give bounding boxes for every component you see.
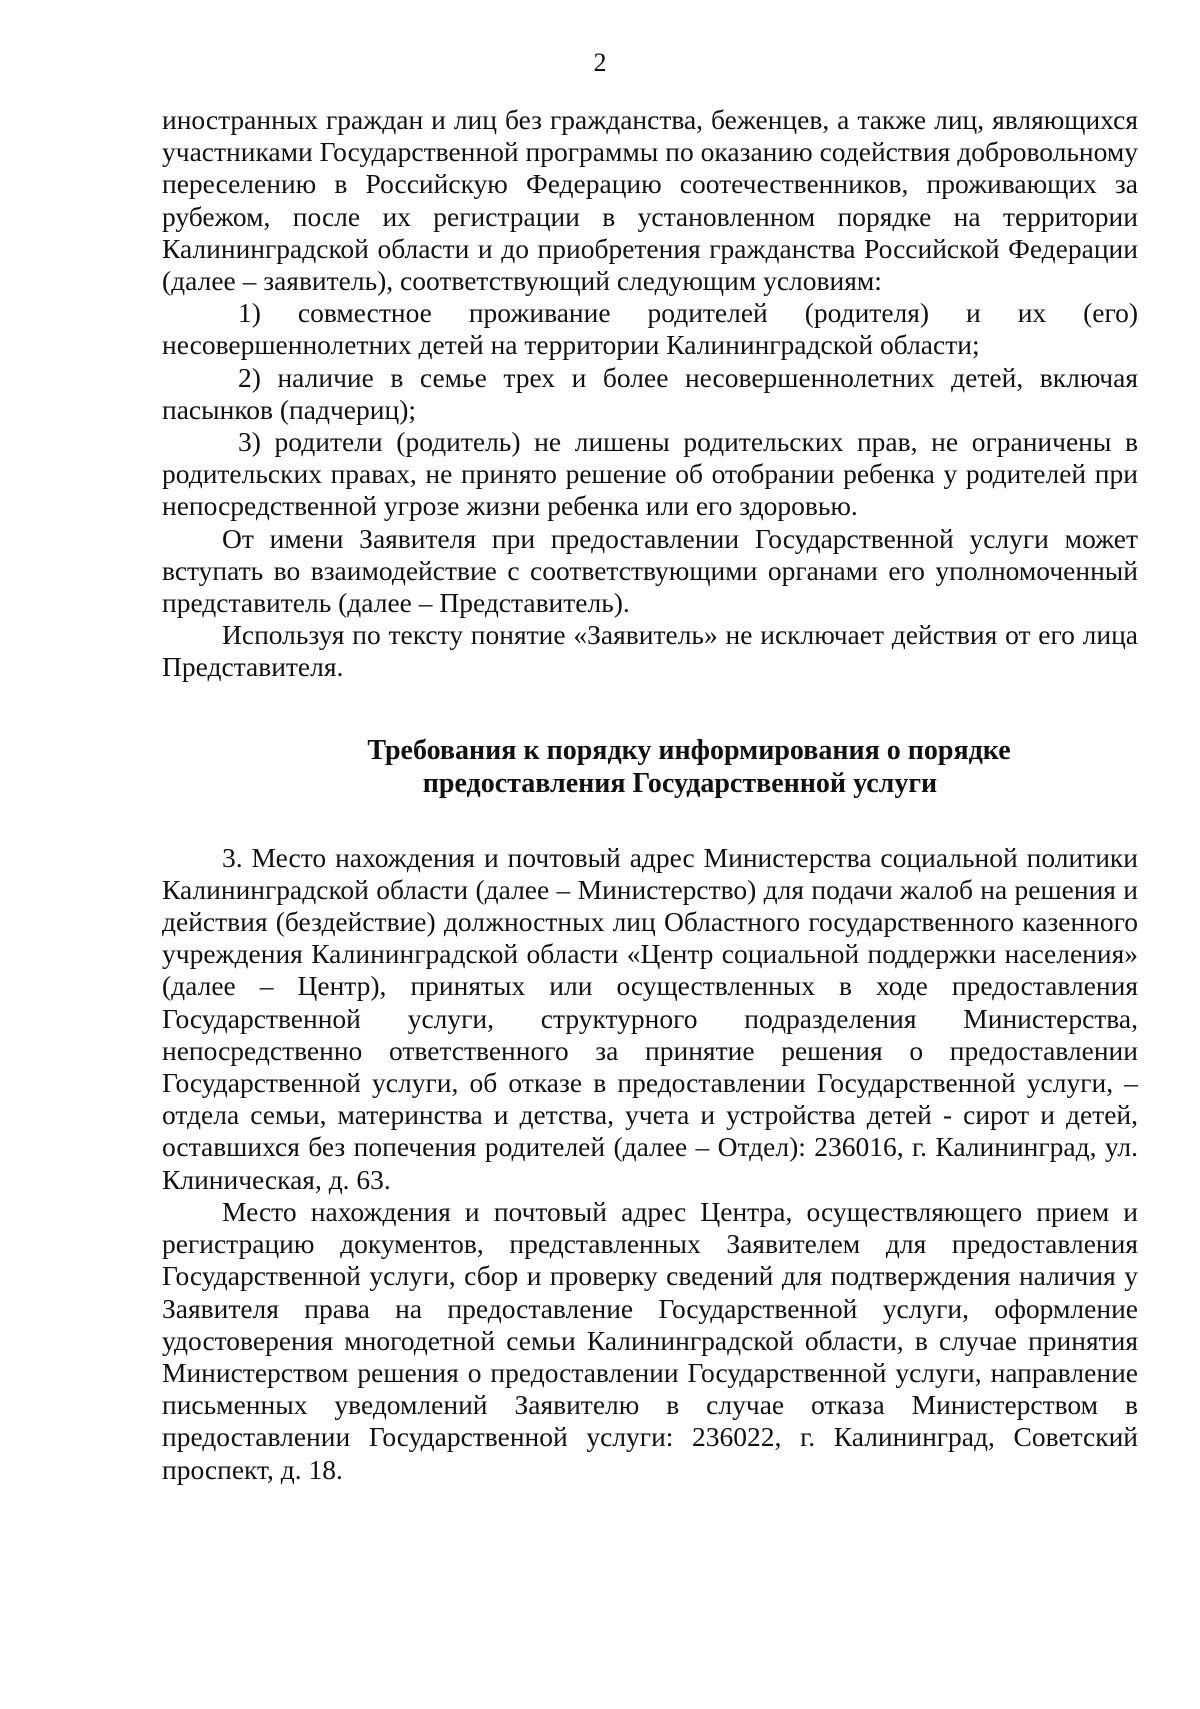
condition-item-1: 1) совместное проживание родителей (родителя) и их (его) несовершеннолетних детей на территории Калининградской области; [162,297,1138,361]
paragraph-applicant-definition: иностранных граждан и лиц без гражданства, беженцев, а также лиц, являющихся участниками Государственной программы по оказанию содействия добровольному переселению в Российскую Федерацию соотечественников, проживающих за рубежом, после их регистрации в установленном порядке на территории Калининградской области и до приобретения гражданства Российской Федерации (далее – заявитель), соответствующий следующим условиям: [162,104,1138,297]
paragraph-representative: От имени Заявителя при предоставлении Государственной услуги может вступать во взаимодействие с соответствующими органами его уполномоченный представитель (далее – Представитель). [162,522,1138,619]
document-body [162,104,1138,1486]
section-heading-line-2: предоставления Государственной услуги [422,767,938,799]
paragraph-term-usage: Используя по тексту понятие «Заявитель» не исключает действия от его лица Представителя. [162,619,1138,683]
condition-item-2: 2) наличие в семье трех и более несовершеннолетних детей, включая пасынков (падчериц); [162,361,1138,425]
paragraph-ministry-address: 3. Место нахождения и почтовый адрес Министерства социальной политики Калининградской области (далее – Министерство) для подачи жалоб на решения и действия (бездействие) должностных лиц Областного государственного казенного учреждения Калининградской области «Центр социальной поддержки населения» (далее – Центр), принятых или осуществленных в ходе предоставления Государственной услуги, структурного подразделения Министерства, непосредственно ответственного за принятие решения о предоставлении Государственной услуги, об отказе в предоставлении Государственной услуги, – отдела семьи, материнства и детства, учета и устройства детей - сирот и детей, оставшихся без попечения родителей (далее – Отдел): 236016, г. Калининград, ул. Клиническая, д. 63. [162,841,1138,1195]
page-number: 2 [593,48,607,77]
condition-item-3: 3) родители (родитель) не лишены родительских прав, не ограничены в родительских правах, не принято решение об отобрании ребенка у родителей при непосредственной угрозе жизни ребенка или его здоровью. [162,426,1138,522]
section-heading-line-1: Требования к порядку информирования о порядке [367,734,1011,766]
paragraph-center-address: Место нахождения и почтовый адрес Центра, осуществляющего прием и регистрацию документов, представленных Заявителем для предоставления Государственной услуги, сбор и проверку сведений для подтверждения наличия у Заявителя права на предоставление Государственной услуги, оформление удостоверения многодетной семьи Калининградской области, в случае принятия Министерством решения о предоставлении Государственной услуги, направление письменных уведомлений Заявителю в случае отказа Министерством в предоставлении Государственной услуги: 236022, г. Калининград, Советский проспект, д. 18. [162,1195,1138,1485]
section-heading [162,734,1138,800]
